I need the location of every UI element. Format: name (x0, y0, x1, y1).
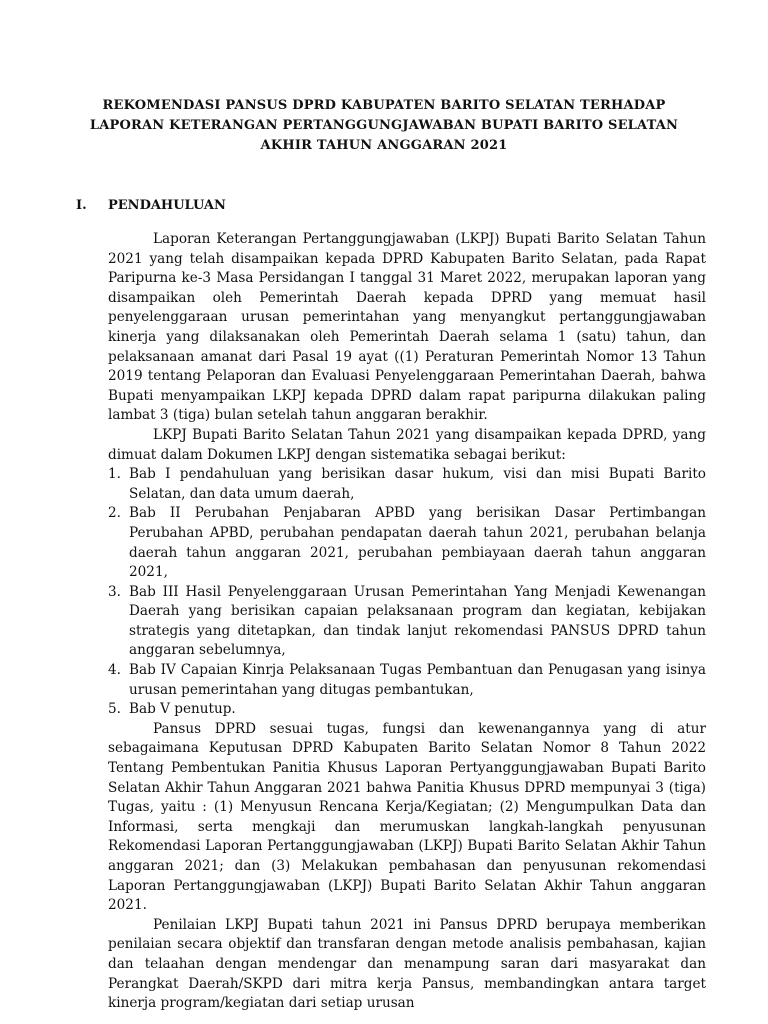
title-line-1: REKOMENDASI PANSUS DPRD KABUPATEN BARITO SELATAN TERHADAP (102, 98, 666, 113)
list-item (108, 661, 706, 700)
list-item-text: Bab II Perubahan Penjabaran APBD yang berisikan Dasar Pertimbangan Perubahan APBD, perubahan pendapatan daerah tahun 2021, perubahan belanja daerah tahun anggaran 2021, perubahan pembiayaan daerah tahun anggaran 2021, (129, 505, 706, 581)
title-line-2: LAPORAN KETERANGAN PERTANGGUNGJAWABAN BUPATI BARITO SELATAN (89, 118, 679, 133)
list-item-text: Bab III Hasil Penyelenggaraan Urusan Pemerintahan Yang Menjadi Kewenangan Daerah yang berisikan capaian pelaksanaan program dan kegiatan, kebijakan strategis yang ditetapkan, dan tindak lanjut rekomendasi PANSUS DPRD tahun anggaran sebelumnya, (129, 583, 706, 659)
list-item-text: Bab I pendahuluan yang berisikan dasar hukum, visi dan misi Bupati Barito Selatan, dan data umum daerah, (129, 466, 706, 502)
list-item (108, 465, 706, 504)
paragraph-3: Pansus DPRD sesuai tugas, fungsi dan kewenangannya yang di atur sebagaimana Keputusan DPRD Kabupaten Barito Selatan Nomor 8 Tahun 2022 Tentang Pembentukan Panitia Khusus Laporan Pertyanggungjawaban Bupati Barito Selatan Akhir Tahun Anggaran 2021 bahwa Panitia Khusus DPRD mempunyai 3 (tiga) Tugas, yaitu : (1) Menyusun Rencana Kerja/Kegiatan; (2) Mengumpulkan Data dan Informasi, serta mengkaji dan merumuskan langkah-langkah penyusunan Rekomendasi Laporan Pertanggungjawaban (LKPJ) Bupati Barito Selatan Akhir Tahun anggaran 2021; dan (3) Melakukan pembahasan dan penyusunan rekomendasi Laporan Pertanggungjawaban (LKPJ) Bupati Barito Selatan Akhir Tahun anggaran 2021. (108, 720, 706, 914)
list-item (108, 504, 706, 582)
list-item-number: 2. (108, 505, 121, 522)
title-line-3: AKHIR TAHUN ANGGARAN 2021 (260, 138, 508, 153)
section-heading (76, 196, 226, 216)
paragraph-2: LKPJ Bupati Barito Selatan Tahun 2021 yang disampaikan kepada DPRD, yang dimuat dalam Dokumen LKPJ dengan sistematika sebagai berikut: (108, 426, 706, 463)
list-item-text: Bab V penutup. (129, 701, 236, 718)
section-number: I. (76, 198, 87, 213)
section-title: PENDAHULUAN (108, 198, 226, 213)
list-item-text: Bab IV Capaian Kinrja Pelaksanaan Tugas Pembantuan dan Penugasan yang isinya urusan pemerintahan yang ditugas pembantukan, (129, 662, 706, 698)
paragraph-4: Penilaian LKPJ Bupati tahun 2021 ini Pansus DPRD berupaya memberikan penilaian secara objektif dan transfaran dengan metode analisis pembahasan, kajian dan telaahan dengan mendengar dan menampung saran dari masyarakat dan Perangkat Daerah/SKPD dari mitra kerja Pansus, membandingkan antara target kinerja program/kegiatan dari setiap urusan (108, 916, 706, 1012)
list-item-number: 4. (108, 662, 121, 679)
paragraph-1: Laporan Keterangan Pertanggungjawaban (LKPJ) Bupati Barito Selatan Tahun 2021 yang telah disampaikan kepada DPRD Kabupaten Barito Selatan, pada Rapat Paripurna ke-3 Masa Persidangan I tanggal 31 Maret 2022, merupakan laporan yang disampaikan oleh Pemerintah Daerah kepada DPRD yang memuat hasil penyelenggaraan urusan pemerintahan yang menyangkut pertanggungjawaban kinerja yang dilaksanakan oleh Pemerintah Daerah selama 1 (satu) tahun, dan pelaksanaan amanat dari Pasal 19 ayat ((1) Peraturan Pemerintah Nomor 13 Tahun 2019 tentang Pelaporan dan Evaluasi Penyelenggaraan Pemerintahan Daerah, bahwa Bupati menyampaikan LKPJ kepada DPRD dalam rapat paripurna dilakukan paling lambat 3 (tiga) bulan setelah tahun anggaran berakhir. (108, 231, 706, 424)
list-item (108, 700, 706, 720)
list-item-number: 5. (108, 701, 121, 718)
document-body (108, 230, 706, 1014)
list-item-number: 1. (108, 466, 121, 483)
list-item (108, 583, 706, 661)
list-item-number: 3. (108, 583, 121, 600)
chapter-list (108, 465, 706, 720)
document-title (60, 96, 708, 156)
